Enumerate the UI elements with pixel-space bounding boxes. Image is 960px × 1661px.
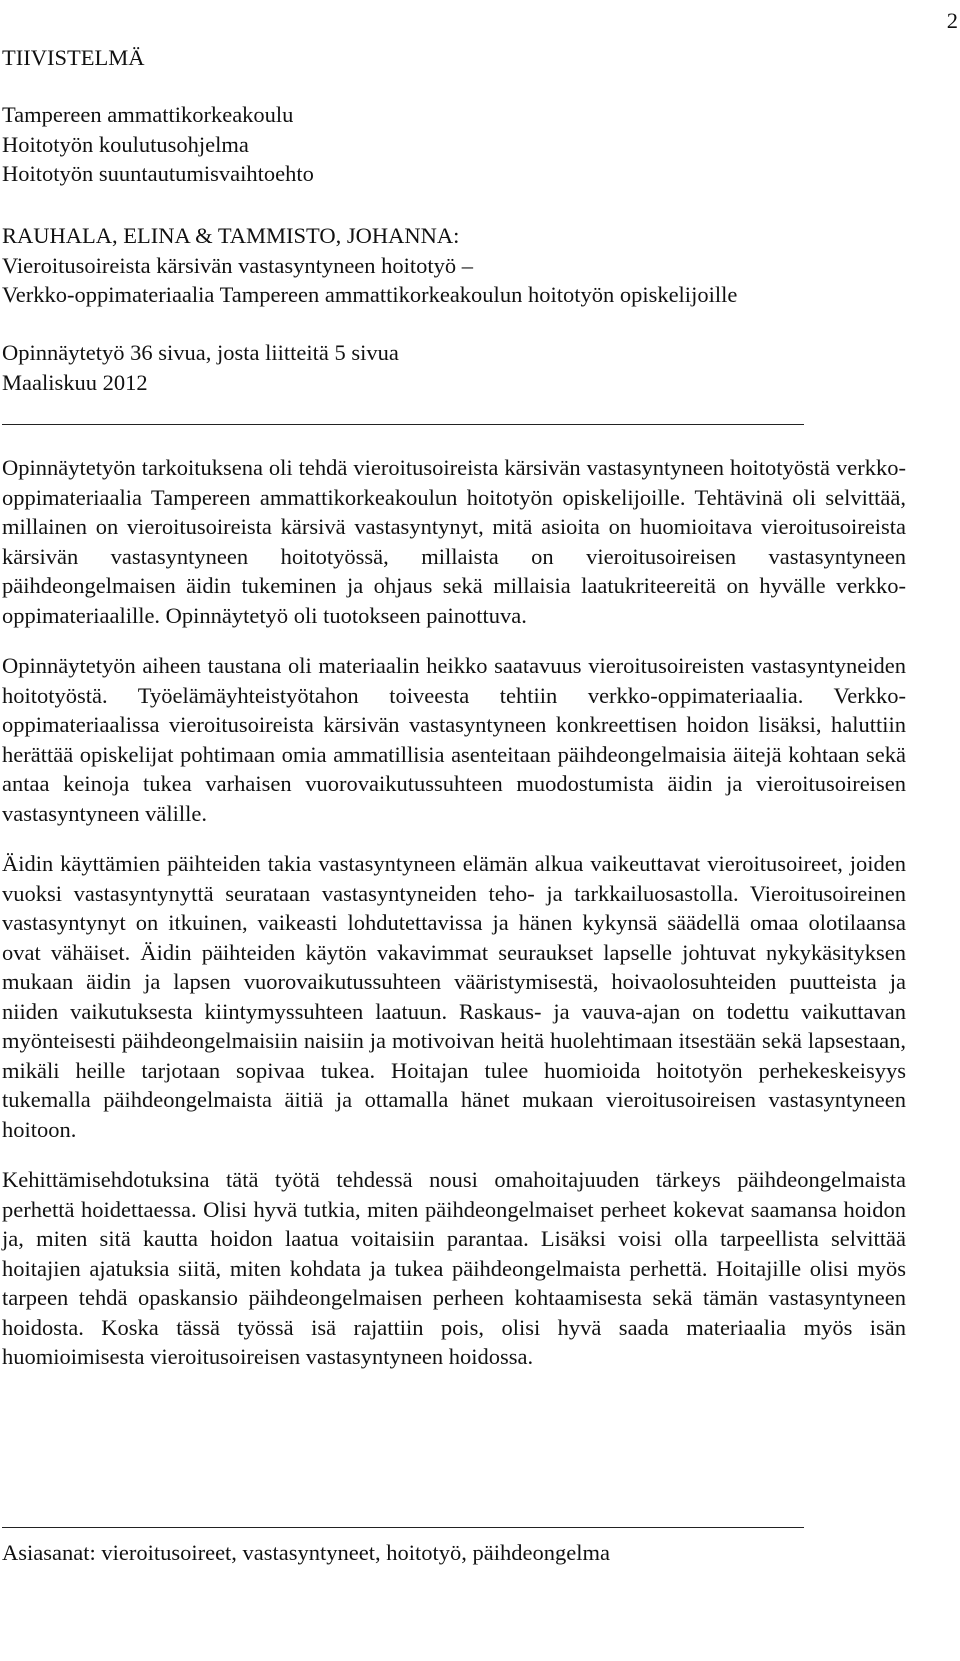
abstract-paragraph-2: Opinnäytetyön aiheen taustana oli materiaalin heikko saatavuus vieroitusoireisten vastasyntyneiden hoitotyöstä. Työelämäyhteistyötahon toiveesta tehtiin verkko-oppimateriaalia. Verkko-oppimateriaalissa vieroitusoireista kärsivän vastasyntyneen konkreettisen hoidon lisäksi, haluttiin herättää opiskelijat pohtimaan omia ammatillisia asenteitaan päihdeongelmaisia äitejä kohtaan sekä antaa keinoja tukea varhaisen vuorovaikutussuhteen muodostumista äidin ja vieroitusoireisen vastasyntyneen välille.	[2, 653, 906, 826]
degree-programme: Hoitotyön koulutusohjelma	[2, 131, 249, 157]
divider-bottom	[2, 1527, 804, 1528]
divider-top	[2, 424, 804, 425]
abstract-text	[2, 453, 906, 1393]
page-number: 2	[946, 8, 958, 33]
institution-block	[2, 100, 314, 189]
specialisation: Hoitotyön suuntautumisvaihtoehto	[2, 161, 314, 187]
thesis-authors: RAUHALA, ELINA & TAMMISTO, JOHANNA:	[2, 223, 460, 248]
thesis-date: Maaliskuu 2012	[2, 369, 148, 395]
thesis-meta-block	[2, 338, 399, 397]
abstract-paragraph-3: Äidin käyttämien päihteiden takia vastasyntyneen elämän alkua vaikeuttavat vieroitusoireet, joiden vuoksi vastasyntynyttä seurataan vastasyntyneiden teho- ja tarkkailuosastolla. Vieroitusoireinen vastasyntynyt on itkuinen, vaikeasti lohdutettavissa ja hänen kykynsä säädellä omaa olotilaansa ovat vähäiset. Äidin päihteiden käytön vakavimmat seuraukset lapselle johtuvat nykykäsityksen mukaan äidin ja lapsen vuorovaikutussuhteen vääristymisestä, hoivaolosuhteiden puutteista ja niiden vaikutuksesta kiintymyssuhteen laatuun. Raskaus- ja vauva-ajan on todettu vaikuttavan myönteisesti päihdeongelmaisiin naisiin ja motivoivan heitä huolehtimaan itsestään sekä lapsestaan, mikäli heille tarjotaan sopivaa tukea. Hoitajan tulee huomioida hoitotyön perhekeskeisyys tukemalla päihdeongelmaista äitiä ja ottamalla hänet mukaan vieroitusoireisen vastasyntyneen hoitoon.	[2, 851, 906, 1142]
thesis-title-line-1: Vieroitusoireista kärsivän vastasyntyneen hoitotyö –	[2, 252, 474, 278]
thesis-page-count: Opinnäytetyö 36 sivua, josta liitteitä 5 sivua	[2, 340, 399, 365]
school-name: Tampereen ammattikorkeakoulu	[2, 102, 294, 127]
page-title: TIIVISTELMÄ	[2, 45, 145, 70]
thesis-title-line-2: Verkko-oppimateriaalia Tampereen ammattikorkeakoulun hoitotyön opiskelijoille	[2, 282, 738, 308]
thesis-info-block	[2, 221, 737, 310]
abstract-paragraph-1: Opinnäytetyön tarkoituksena oli tehdä vieroitusoireista kärsivän vastasyntyneen hoitotyöstä verkko-oppimateriaalia Tampereen ammattikorkeakoulun hoitotyön opiskelijoille. Tehtävinä oli selvittää, millainen on vieroitusoireista kärsivä vastasyntynyt, mitä asioita on huomioitava vieroitusoireista kärsivän vastasyntyneen hoitotyössä, millaista on vieroitusoireisen vastasyntyneen päihdeongelmaisen äidin tukeminen ja ohjaus sekä millaisia laatukriteereitä on hyvälle verkko-oppimateriaalille. Opinnäytetyö oli tuotokseen painottuva.	[2, 455, 906, 628]
keywords: Asiasanat: vieroitusoireet, vastasyntyneet, hoitotyö, päihdeongelma	[2, 1540, 610, 1565]
abstract-paragraph-4: Kehittämisehdotuksina tätä työtä tehdessä nousi omahoitajuuden tärkeys päihdeongelmaista perhettä hoidettaessa. Olisi hyvä tutkia, miten päihdeongelmaiset perheet kokevat saamansa hoidon ja, miten sitä kautta hoidon laatua voitaisiin parantaa. Lisäksi voisi olla tarpeellista selvittää hoitajien ajatuksia siitä, miten kohdata ja tukea päihdeongelmaista perhettä. Hoitajille olisi myös tarpeen tehdä opaskansio päihdeongelmaisen perheen kohtaamisesta sekä tämän vastasyntyneen hoidosta. Koska tässä työssä isä rajattiin pois, olisi hyvä saada materiaalia myös isän huomioimisesta vieroitusoireisen vastasyntyneen hoidossa.	[2, 1167, 906, 1369]
